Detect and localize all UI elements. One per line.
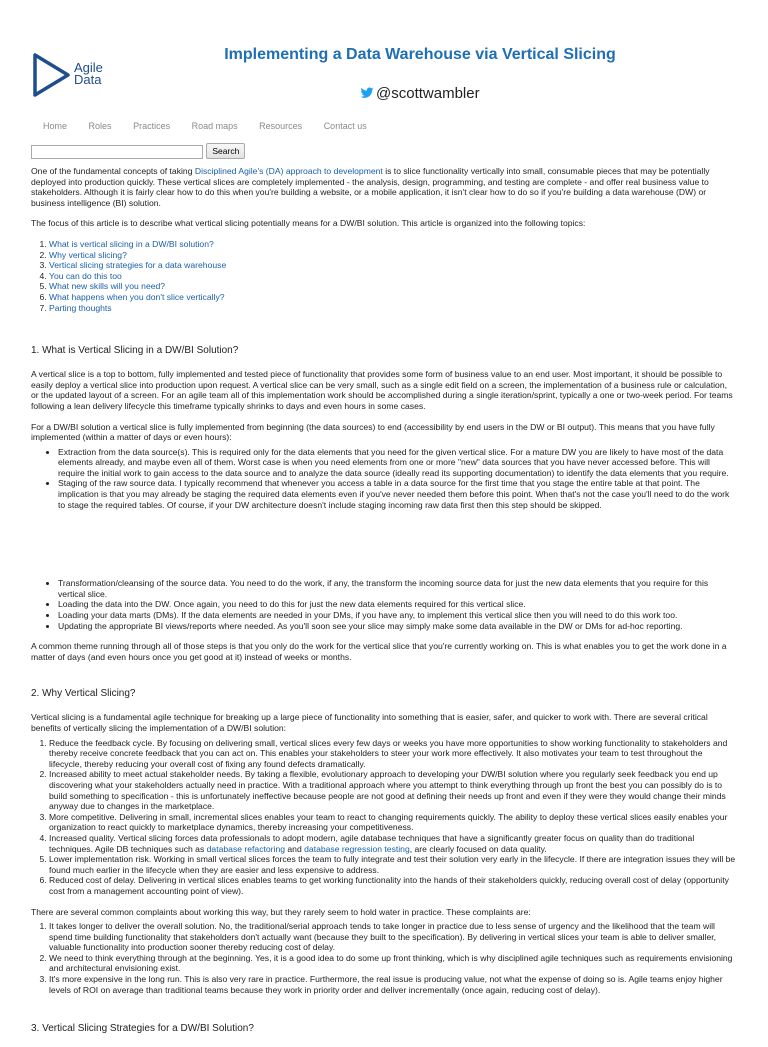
nav-practices[interactable]: Practices (133, 121, 171, 131)
toc-item (49, 260, 737, 271)
toc-item (49, 292, 737, 303)
nav-contact-us[interactable]: Contact us (323, 121, 367, 131)
toc-item (49, 250, 737, 261)
list-item: 2. We need to think everything through at the beginning. Yes, it is a good idea to do some up front thinking, which is why disciplined agile techniques such as requirements envisioning and architectural envisioning exist. (49, 953, 737, 974)
list-item: 1. Reduce the feedback cycle. By focusing on delivering small, vertical slices every few days or weeks you have more opportunities to show working functionality to stakeholders and thereby receive concrete feedback that you can act on. This enables your stakeholders to steer your work more effectively. It also motivates your team to test throughout the lifecycle, thereby reducing your overall cost of fixing any found defects dramatically. (49, 738, 737, 770)
list-item: • Loading your data marts (DMs). If the data elements are needed in your DMs, if you have any, to implement this vertical slice then you will need to do this work too. (58, 610, 737, 621)
search-input[interactable] (31, 145, 203, 159)
section-1-paragraph-1: A vertical slice is a top to bottom, fully implemented and tested piece of functionality that provides some form of business value to an end user. Most important, it should be possible to easily deploy a vertical slice into production upon request. A vertical slice can be very small, such as a single edit field on a screen, the implementation of a business rule or calculation, or the updated layout of a screen. For an agile team all of this implementation work should be accomplished during a single iteration/sprint, typically a one or two-week period. For teams following a lean delivery lifecycle this timeframe typically shrinks to days and even hours in some cases. (31, 369, 733, 411)
toc-link-6[interactable]: What happens when you don't slice vertically? (49, 291, 225, 302)
benefits-list (31, 738, 737, 897)
nav-road-maps[interactable]: Road maps (191, 121, 238, 131)
twitter-bird-icon (360, 86, 374, 100)
list-item: 4. Increased quality. Vertical slicing forces data professionals to adopt modern, agile database techniques that have a significantly greater focus on quality than do traditional techniques. Agile DB techniques such as database refactoring and database regression testing, are clearly focused on data quality. (49, 833, 737, 854)
table-of-contents (31, 239, 737, 313)
list-item: • Loading the data into the DW. Once again, you need to do this for just the new data elements required for this vertical slice. (58, 599, 737, 610)
section-2-paragraph-1: Vertical slicing is a fundamental agile technique for breaking up a large piece of functionality into something that is easier, safer, and quicker to work with. There are several critical benefits of vertically slicing the implementation of a DW/BI solution: (31, 712, 708, 733)
nav-home[interactable]: Home (43, 121, 68, 131)
list-item: 6. Reduced cost of delay. Delivering in vertical slices enables teams to get working functionality into the hands of their stakeholders quickly, reducing overall cost of delay (opportunity cost from a management accounting point of view). (49, 875, 737, 896)
logo-line-2: Data (74, 72, 102, 87)
list-item: • Staging of the raw source data. I typically recommend that whenever you access a table in a data source for the first time that you stage the entire table at that point. The implication is that you may already be staging the required data elements even if you've never needed them before this point. When that's not the case you'll need to do the work to stage the required tables. Of course, if your DW architecture doesn't include staging incoming raw data first then this step should be skipped. (58, 478, 737, 510)
toc-item (49, 271, 737, 282)
toc-link-3[interactable]: Vertical slicing strategies for a data warehouse (49, 260, 227, 271)
section-1-heading: 1. What is Vertical Slicing in a DW/BI Solution? (31, 345, 239, 357)
twitter-link[interactable] (360, 86, 480, 100)
image-placeholder-gap (31, 520, 737, 578)
nav-roles[interactable]: Roles (88, 121, 112, 131)
list-item: 1. It takes longer to deliver the overall solution. No, the traditional/serial approach tends to take longer in practice due to less sense of urgency and the likelihood that the team will spend time building functionality that stakeholders don't actually want (because they built to the specification). By delivering in vertical slices your team is able to deliver smaller, valuable functionality into production sooner thereby reducing cost of delay. (49, 921, 737, 953)
toc-link-4[interactable]: You can do this too (49, 270, 122, 281)
toc-link-1[interactable]: What is vertical slicing in a DW/BI solution? (49, 238, 214, 249)
page-title: Implementing a Data Warehouse via Vertical Slicing (224, 46, 616, 63)
implementation-steps-list-b (31, 578, 737, 631)
list-item: 5. Lower implementation risk. Working in small vertical slices forces the team to fully integrate and test their solution very early in the lifecycle. If there are integration issues they will be found much earlier in the lifecycle when they are easier and less expensive to address. (49, 854, 737, 875)
toc-link-7[interactable]: Parting thoughts (49, 302, 112, 313)
section-1-paragraph-3: A common theme running through all of those steps is that you only do the work for the vertical slice that you're currently working on. This is what enables you to get the work done in a matter of days (and even hours once you get good at it) instead of weeks or months. (31, 641, 727, 662)
list-item: 2. Increased ability to meet actual stakeholder needs. By taking a flexible, evolutionary approach to developing your DW/BI solution where you regularly seek feedback you end up discovering what your stakeholders actually need in practice. With a traditional approach where you attempt to think everything through up front the best you can possibly do is to build something to specification - this is unfortunately ineffective because people are not good at defining their needs up front and even if they were they would change their minds anyway due to changes in the marketplace. (49, 769, 737, 811)
list-item: • Extraction from the data source(s). This is required only for the data elements that you need for the given vertical slice. For a mature DW you are likely to have most of the data elements already, and maybe even all of them. Worst case is when you need elements from one or more "new" data sources that you have never accessed before. This will require the initial work to gain access to the data source and to analyze the data source (ideally read its supporting documentation) to identify the data elements that you require. (58, 447, 737, 479)
list-item: • Updating the appropriate BI views/reports where needed. As you'll soon see your slice may simply make some data available in the DW or DMs for ad-hoc reporting. (58, 621, 737, 632)
twitter-handle: @scottwambler (376, 85, 480, 102)
toc-item (49, 239, 737, 250)
article-body (31, 166, 737, 1047)
implementation-steps-list-a (31, 447, 737, 511)
toc-link-2[interactable]: Why vertical slicing? (49, 249, 127, 260)
intro-paragraph-1: One of the fundamental concepts of taking Disciplined Agile's (DA) approach to development is to slice functionality vertically into small, consumable pieces that may be potentially deployed into production quickly. These vertical slices are completely implemented - the analysis, design, programming, and testing are complete - and offer real business value to stakeholders. Although it is fairly clear how to do this when you're building a website, or a mobile application, it isn't clear how to do so if you're building a data warehouse (DW) or business intelligence (BI) solution. (31, 166, 710, 208)
complaints-list (31, 921, 737, 995)
section-1-paragraph-2: For a DW/BI solution a vertical slice is fully implemented from beginning (the data sources) to end (accessibility by end users in the DW or BI output). This means that you have fully implemented (within a matter of days or even hours): (31, 421, 715, 443)
toc-item (49, 303, 737, 314)
intro-paragraph-2: The focus of this article is to describe what vertical slicing potentially means for a DW/BI solution. This article is organized into the following topics: (31, 218, 586, 229)
section-2-paragraph-2: There are several common complaints about working this way, but they rarely seem to hold water in practice. These complaints are: (31, 906, 531, 917)
database-regression-testing-link[interactable]: database regression testing (304, 843, 410, 854)
toc-link-5[interactable]: What new skills will you need? (49, 281, 166, 292)
search-button[interactable]: Search (206, 143, 245, 159)
nav-resources[interactable]: Resources (259, 121, 303, 131)
list-item: • Transformation/cleansing of the source data. You need to do the work, if any, the transform the incoming source data for just the new data elements that you require for this vertical slice. (58, 578, 737, 599)
database-refactoring-link[interactable]: database refactoring (206, 843, 286, 854)
toc-item (49, 281, 737, 292)
list-item: 3. More competitive. Delivering in small, incremental slices enables your team to react to changing requirements quickly. The ability to deploy these vertical slices easily enables your organization to react quickly to marketplace dynamics, thereby increasing your competitiveness. (49, 812, 737, 833)
list-item: 3. It's more expensive in the long run. This is also very rare in practice. Furthermore, the real issue is producing value, not what the expense of doing so is. Agile teams enjoy higher levels of ROI on average than traditional teams because they work in priority order and deliver incrementally (once again, reducing cost of delay). (49, 974, 737, 995)
section-3-heading: 3. Vertical Slicing Strategies for a DW/BI Solution? (31, 1023, 254, 1035)
section-2-heading: 2. Why Vertical Slicing? (31, 688, 136, 700)
logo-line-1: Agile (74, 60, 103, 75)
logo-text (74, 62, 103, 86)
top-nav (43, 121, 386, 132)
da-approach-link[interactable]: Disciplined Agile's (DA) approach to development (194, 166, 383, 176)
search-bar (31, 143, 245, 159)
